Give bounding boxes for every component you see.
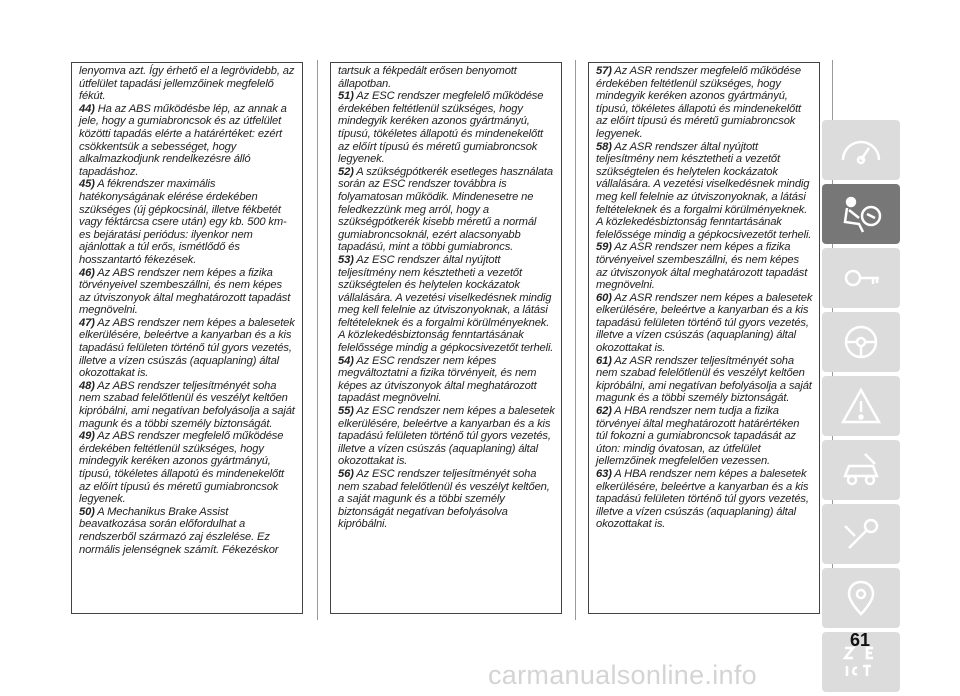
note-paragraph	[79, 103, 296, 179]
note-text: Az ASR rendszer teljesítményét soha nem szabad felelőtlenül és veszélyt keltően kipróbálni, ami negatívan befolyásolja a saját magunk és a többi személy biztonságát.	[596, 354, 812, 405]
chapter-tab-safety[interactable]	[822, 184, 900, 244]
note-paragraph	[596, 241, 813, 291]
note-paragraph	[338, 254, 555, 355]
note-number: 55)	[338, 405, 354, 418]
note-text: Az ESC rendszer által nyújtott teljesítmény nem késztetheti a vezetőt szükségtelen és helytelen kockázatok vállalására. A vezetési viselkedésnek mindig meg kell felelnie az útviszonyoknak, a látási feltételeknek és a forgalmi körülményeknek. A közlekedésbiztonság fenntartásának felelőssége mindig a gépkocsivezetőt terheli.	[338, 253, 554, 355]
note-paragraph	[79, 65, 296, 103]
note-number: 48)	[79, 379, 95, 392]
chapter-tab-sidebar	[822, 120, 900, 696]
text-column-3	[588, 62, 820, 614]
note-paragraph	[338, 355, 555, 405]
note-number: 51)	[338, 90, 354, 103]
note-text: Az ABS rendszer megfelelő működése érdekében feltétlenül szükséges, hogy mindegyik keréken azonos gyártmányú, típusú, tökéletes állapotú és mindenekelőtt az előírt típusú és méretű gumiabroncsok legyenek.	[79, 430, 285, 506]
text-column-1	[71, 62, 303, 614]
chapter-tab-technical[interactable]	[822, 504, 900, 564]
chapter-tab-maintenance[interactable]	[822, 440, 900, 500]
settings-gps-icon	[837, 578, 885, 618]
chapter-tab-multimedia[interactable]	[822, 568, 900, 628]
note-paragraph	[79, 267, 296, 317]
note-text: Az ASR rendszer megfelelő működése érdekében feltétlenül szükséges, hogy mindegyik keréken azonos gyártmányú, típusú, tökéletes állapotú és mindenekelőtt az előírt típusú és méretű gumiabroncsok legyenek.	[596, 65, 802, 140]
column-divider	[575, 60, 576, 620]
note-text: Az ABS rendszer teljesítményét soha nem szabad felelőtlenül és veszélyt keltően kipróbálni, ami negatívan befolyásolja a saját magunk és a többi személy biztonságát.	[79, 379, 295, 430]
key-icon	[837, 258, 885, 298]
note-text: A HBA rendszer nem tudja a fizika törvényei által meghatározott határértéken túl fokozni a gumiabroncsok tapadását az úton: mindig óvatosan, az útfelület jellemzőinek megfelelően vezessen.	[596, 405, 800, 468]
note-text: Az ABS rendszer nem képes a fizika törvényeivel szembeszállni, és nem képes az útviszonyok által meghatározott tapadást megnövelni.	[79, 266, 291, 317]
note-paragraph	[596, 141, 813, 242]
note-text: A Mechanikus Brake Assist beavatkozása során előfordulhat a rendszerből származó zaj észlelése. Ez normális jelenségnek számít. Fékezéskor	[79, 505, 279, 556]
note-number: 47)	[79, 316, 95, 329]
page-number: 61	[850, 630, 871, 650]
column-divider	[317, 60, 318, 620]
note-paragraph	[596, 292, 813, 355]
note-paragraph	[79, 430, 296, 506]
note-paragraph	[79, 317, 296, 380]
text-column-2	[330, 62, 562, 614]
wrench-icon	[837, 514, 885, 554]
car-dashboard-icon	[837, 130, 885, 170]
note-text: Az ESC rendszer nem képes megváltoztatni a fizika törvényeit, és nem képes az útviszonyok által meghatározott tapadást megnövelni.	[338, 354, 537, 405]
note-paragraph	[338, 65, 555, 90]
watermark: carmanualsonline.info	[488, 660, 757, 690]
note-paragraph	[338, 405, 555, 468]
note-number: 62)	[596, 405, 612, 418]
chapter-tab-emergency[interactable]	[822, 376, 900, 436]
note-paragraph	[79, 380, 296, 430]
note-number: 46)	[79, 266, 95, 279]
chapter-tab-driving[interactable]	[822, 312, 900, 372]
note-text: Az ESC rendszer teljesítményét soha nem szabad felelőtlenül és veszélyt keltően, a saját magunk és a többi személy biztonságát negatívan befolyásolva kipróbálni.	[338, 468, 550, 531]
note-text: Az ASR rendszer nem képes a balesetek elkerülésére, beleértve a kanyarban és a kis tapadású felületen történő túl gyors vezetés, illetve a vízen csúszás (aquaplaning) által okozottakat is.	[596, 291, 813, 355]
seat-airbag-icon	[837, 194, 885, 234]
note-paragraph	[596, 405, 813, 468]
note-paragraph	[79, 506, 296, 556]
note-number: 63)	[596, 468, 612, 480]
note-paragraph	[338, 90, 555, 166]
warning-triangle-icon	[837, 386, 885, 426]
chapter-tab-dashboard[interactable]	[822, 120, 900, 180]
note-number: 44)	[79, 102, 95, 115]
note-number: 61)	[596, 354, 612, 367]
note-text: Az ESC rendszer nem képes a balesetek elkerülésére, beleértve a kanyarban és a kis tapadású felületen történő túl gyors vezetés, illetve a vízen csúszás (aquaplaning) által okozottakat is.	[338, 405, 555, 468]
note-number: 60)	[596, 291, 612, 304]
note-paragraph	[338, 468, 555, 531]
note-number: 52)	[338, 165, 354, 178]
note-text: A fékrendszer maximális hatékonyságának elérése érdekében szükséges (új gépkocsinál, illetve fékbetét vagy féktárcsa csere után) egy kb. 500 km-es bejáratási periódus: ilyenkor nem ajánlottak a túl erős, ismétlődő és hosszantartó fékezések.	[79, 178, 287, 266]
note-text: lenyomva azt. Így érhető el a legrövidebb, az útfelület tapadási jellemzőinek megfelelő fékút.	[79, 65, 295, 103]
note-number: 50)	[79, 505, 95, 518]
note-paragraph	[596, 65, 813, 141]
note-number: 49)	[79, 430, 95, 443]
note-paragraph	[79, 178, 296, 266]
note-text: Az ASR rendszer által nyújtott teljesítmény nem késztetheti a vezetőt szükségtelen és helytelen kockázatok vállalására. A vezetési viselkedésnek mindig meg kell felelnie az útviszonyoknak, a látási feltételeknek és a forgalmi körülményeknek. A közlekedésbiztonság fenntartásának felelőssége mindig a gépkocsivezetőt terheli.	[596, 140, 812, 241]
note-text: Az ESC rendszer megfelelő működése érdekében feltétlenül szükséges, hogy mindegyik keréken azonos gyártmányú, típusú, tökéletes állapotú és mindenekelőtt az előírt típusú és méretű gumiabroncsok legyenek.	[338, 90, 544, 166]
note-number: 59)	[596, 241, 612, 254]
note-text: A HBA rendszer nem képes a balesetek elkerülésére, beleértve a kanyarban és a kis tapadású felületen történő túl gyors vezetés, illetve a vízen csúszás (aquaplaning) által okozottakat is.	[596, 468, 809, 531]
note-number: 54)	[338, 354, 354, 367]
note-number: 45)	[79, 178, 95, 191]
note-number: 53)	[338, 253, 354, 266]
note-number: 56)	[338, 468, 354, 480]
note-paragraph	[596, 355, 813, 405]
note-text: Az ABS rendszer nem képes a balesetek elkerülésére, beleértve a kanyarban és a kis tapadású felületen történő túl gyors vezetés, illetve a vízen csúszás (aquaplaning) által okozottakat is.	[79, 316, 295, 380]
note-text: tartsuk a fékpedált erősen benyomott állapotban.	[338, 65, 517, 90]
note-number: 58)	[596, 140, 612, 153]
note-text: A szükségpótkerék esetleges használata során az ESC rendszer továbbra is folyamatosan működik. Mindenesetre ne feledkezzünk meg arról, hogy a szükségpótkerék kisebb méretű a normál gumiabroncsoknál, ezért alacsonyabb tapadású, mint a többi gumiabroncs.	[338, 165, 553, 254]
chapter-tab-starting[interactable]	[822, 248, 900, 308]
note-text: Ha az ABS működésbe lép, az annak a jele, hogy a gumiabroncsok és az útfelület közötti tapadás elérte a határértéket: ezért csökkentsük a sebességet, hogy alkalmazkodjunk rendelkezésre álló tapadáshoz.	[79, 102, 287, 178]
note-paragraph	[596, 468, 813, 531]
note-paragraph	[338, 166, 555, 254]
tool-car-icon	[837, 450, 885, 490]
note-text: Az ASR rendszer nem képes a fizika törvényeivel szembeszállni, és nem képes az útviszonyok által meghatározott tapadást megnövelni.	[596, 241, 808, 292]
note-number: 57)	[596, 65, 612, 77]
steering-wheel-icon	[837, 322, 885, 362]
